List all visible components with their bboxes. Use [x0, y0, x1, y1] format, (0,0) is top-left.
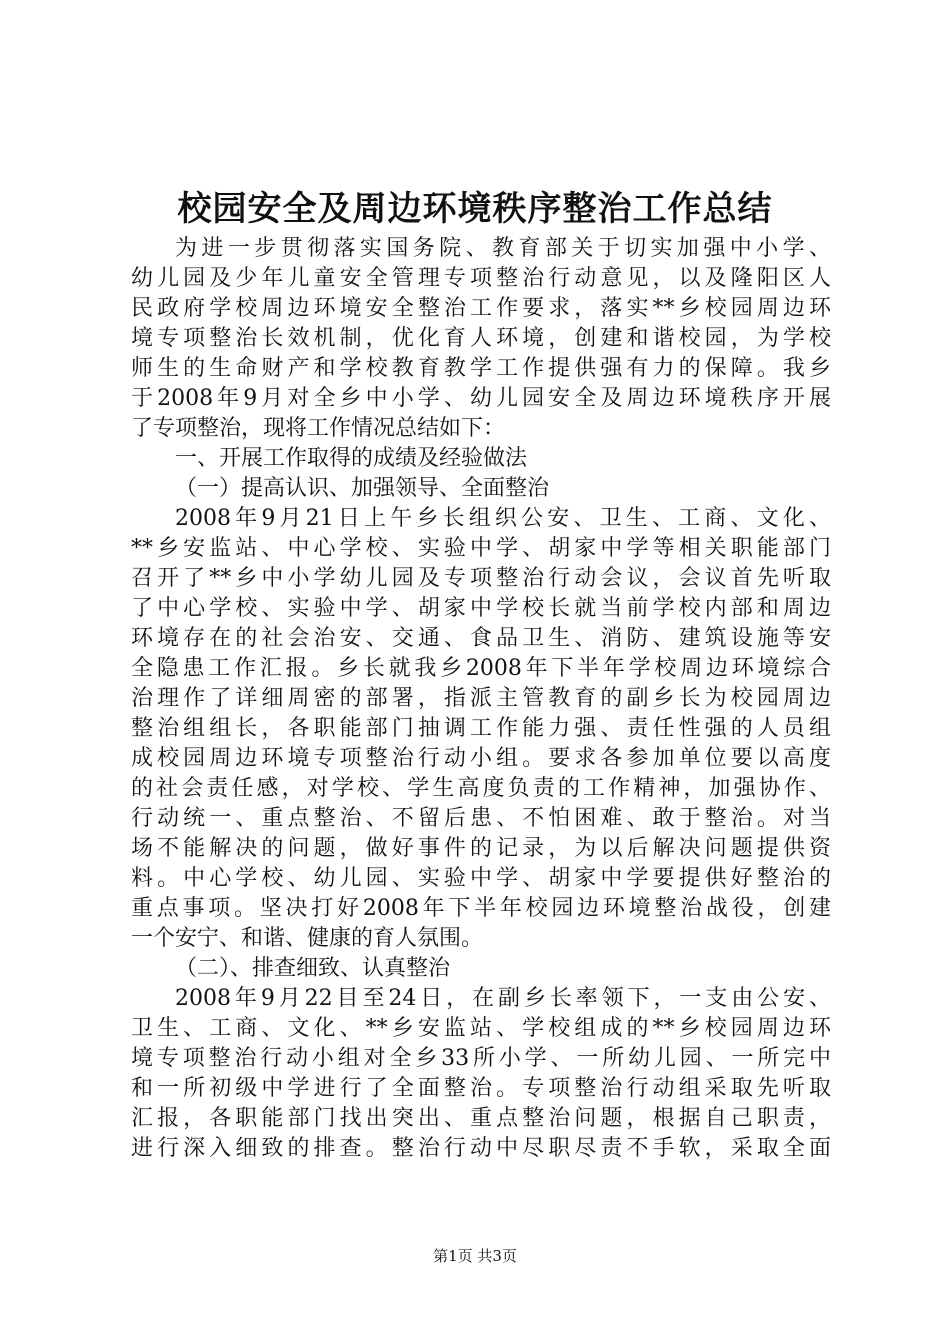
- body-line: 和一所初级中学进行了全面整治。专项整治行动组采取先听取: [131, 1076, 831, 1101]
- body-line: 重点事项。坚决打好2008年下半年校园边环境整治战役，创建: [131, 896, 831, 921]
- body-line: 幼儿园及少年儿童安全管理专项整治行动意见，以及隆阳区人: [131, 266, 831, 291]
- body-line: 场不能解决的问题，做好事件的记录，为以后解决问题提供资: [131, 836, 831, 861]
- body-line: 的社会责任感，对学校、学生高度负责的工作精神，加强协作、: [131, 776, 831, 801]
- body-line: 一个安宁、和谐、健康的育人氛围。: [131, 926, 484, 951]
- body-line: 境专项整治行动小组对全乡33所小学、一所幼儿园、一所完中: [131, 1046, 831, 1071]
- document-title: 校园安全及周边环境秩序整治工作总结: [177, 189, 773, 229]
- body-line: 2008年9月21日上午乡长组织公安、卫生、工商、文化、: [175, 506, 831, 531]
- body-line: 治理作了详细周密的部署，指派主管教育的副乡长为校园周边: [131, 686, 831, 711]
- page-footer: 第1页 共3页: [433, 1247, 517, 1265]
- body-line: 召开了**乡中小学幼儿园及专项整治行动会议，会议首先听取: [131, 566, 831, 591]
- body-line: 成校园周边环境专项整治行动小组。要求各参加单位要以高度: [131, 746, 831, 771]
- body-line: 汇报，各职能部门找出突出、重点整治问题，根据自己职责，: [131, 1106, 831, 1131]
- body-line: 民政府学校周边环境安全整治工作要求，落实**乡校园周边环: [131, 296, 831, 321]
- body-line: 境专项整治长效机制，优化育人环境，创建和谐校园，为学校: [131, 326, 831, 351]
- body-line: 师生的生命财产和学校教育教学工作提供强有力的保障。我乡: [131, 356, 831, 381]
- body-line: 于2008年9月对全乡中小学、幼儿园安全及周边环境秩序开展: [131, 386, 831, 411]
- body-line: （二）、排查细致、认真整治: [175, 956, 451, 981]
- body-line: 进行深入细致的排查。整治行动中尽职尽责不手软，采取全面: [131, 1136, 831, 1161]
- document-body: [131, 234, 831, 1164]
- body-line: 2008年9月22目至24日，在副乡长率领下，一支由公安、: [175, 986, 831, 1011]
- body-line: **乡安监站、中心学校、实验中学、胡家中学等相关职能部门: [131, 536, 831, 561]
- body-line: 整治组组长，各职能部门抽调工作能力强、责任性强的人员组: [131, 716, 831, 741]
- body-line: 了中心学校、实验中学、胡家中学校长就当前学校内部和周边: [131, 596, 831, 621]
- body-line: 了专项整治，现将工作情况总结如下：: [131, 416, 506, 441]
- body-line: 卫生、工商、文化、**乡安监站、学校组成的**乡校园周边环: [131, 1016, 831, 1041]
- body-line: 一、开展工作取得的成绩及经验做法: [175, 446, 528, 471]
- body-line: 行动统一、重点整治、不留后患、不怕困难、敢于整治。对当: [131, 806, 831, 831]
- body-line: 全隐患工作汇报。乡长就我乡2008年下半年学校周边环境综合: [131, 656, 831, 681]
- body-line: 为进一步贯彻落实国务院、教育部关于切实加强中小学、: [175, 236, 831, 261]
- body-line: 料。中心学校、幼儿园、实验中学、胡家中学要提供好整治的: [131, 866, 831, 891]
- body-line: （一）提高认识、加强领导、全面整治: [175, 476, 550, 501]
- body-line: 环境存在的社会治安、交通、食品卫生、消防、建筑设施等安: [131, 626, 831, 651]
